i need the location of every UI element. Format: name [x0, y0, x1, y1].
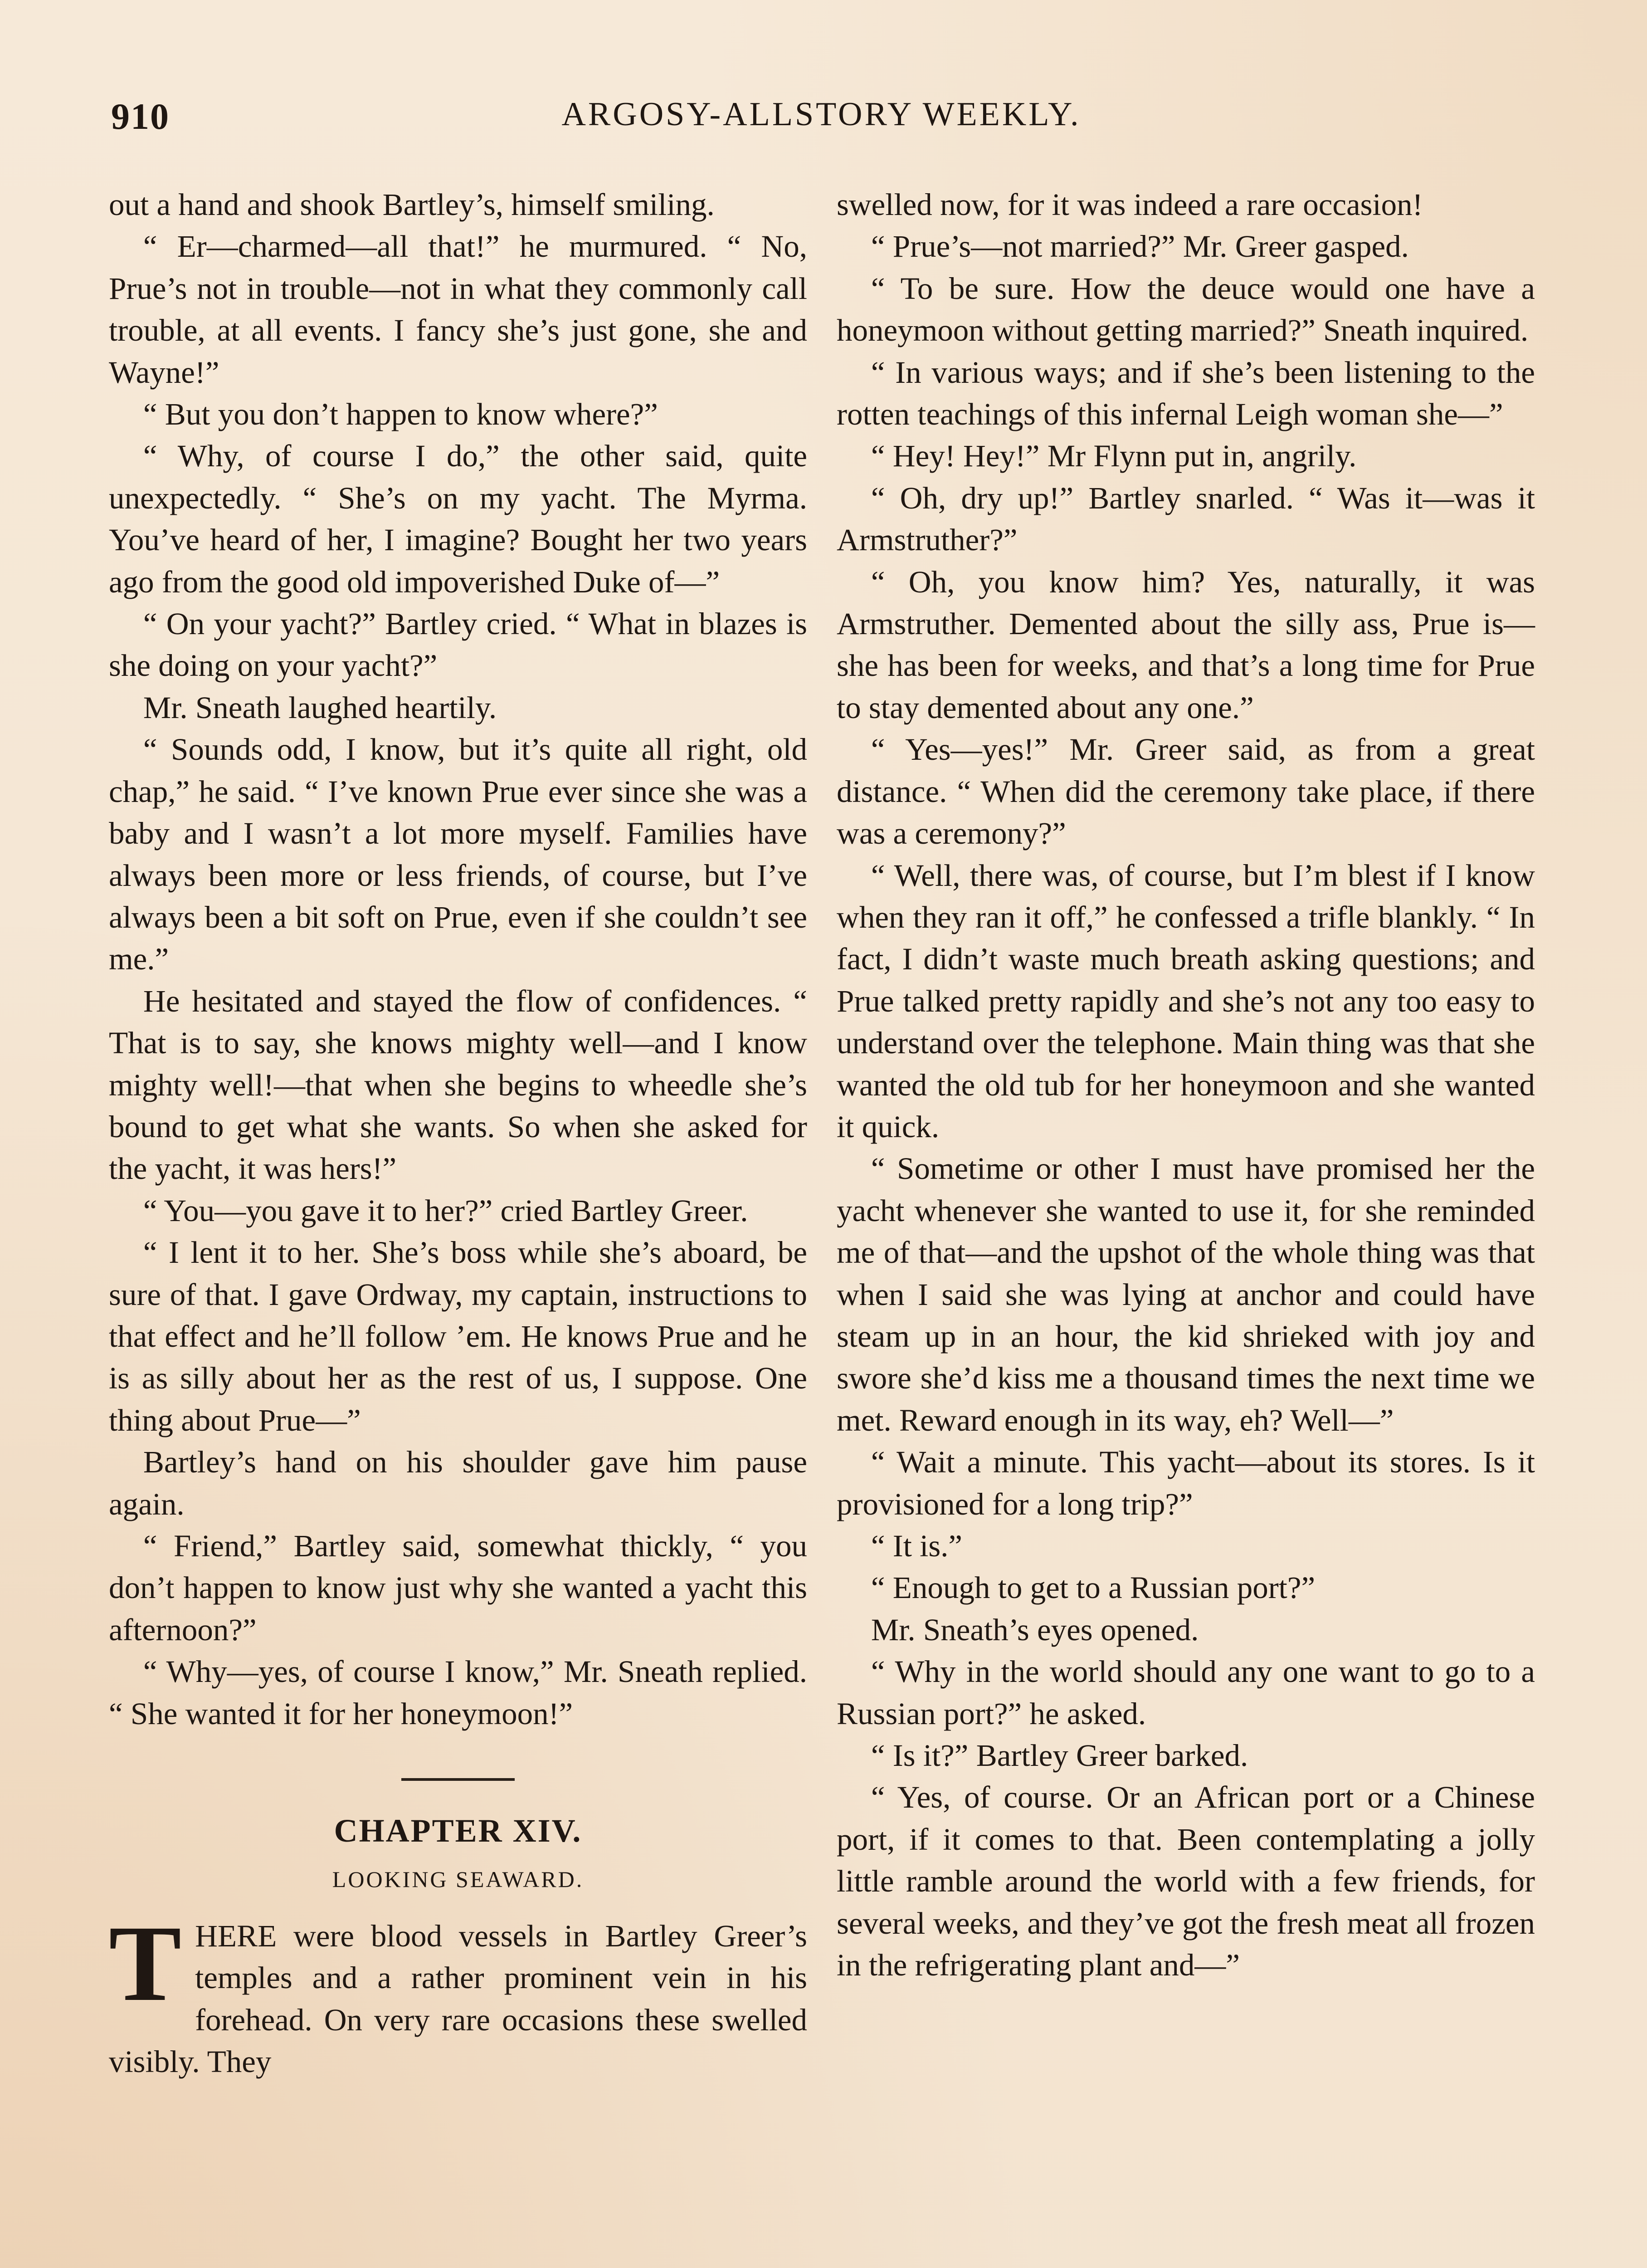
paragraph: “ Enough to get to a Russian port?”: [871, 1570, 1316, 1605]
paragraph: Bartley’s hand on his shoulder gave him pause again.: [109, 1445, 807, 1521]
paragraph: “ Oh, dry up!” Bartley snarled. “ Was it—was it Armstruther?”: [837, 480, 1535, 557]
paragraph: “ Wait a minute. This yacht—about its stores. Is it provisioned for a long trip?”: [837, 1445, 1535, 1521]
paragraph: “ Why, of course I do,” the other said, quite unexpectedly. “ She’s on my yacht. The Myrma. You’ve heard of her, I imagine? Bought her two years ago from the good old impoverished Duke of—”: [109, 439, 807, 599]
chapter-title: CHAPTER XIV.: [334, 1813, 582, 1849]
paragraph: “ Why—yes, of course I know,” Mr. Sneath replied. “ She wanted it for her honeymoon!”: [109, 1654, 807, 1731]
paragraph: out a hand and shook Bartley’s, himself smiling.: [109, 187, 715, 222]
paragraph: “ Yes, of course. Or an African port or a Chinese port, if it comes to that. Been contemplating a jolly little ramble around the world with a few friends, for several weeks, and they’ve got the fresh meat all frozen in the refrigerating plant and—”: [837, 1780, 1535, 1983]
opening-paragraph-text: HERE were blood vessels in Bartley Greer’s temples and a rather prominent vein in his forehead. On very rare occasions these swelled visibly. They: [109, 1919, 807, 2079]
section-divider: [401, 1778, 515, 1781]
paragraph: “ You—you gave it to her?” cried Bartley Greer.: [143, 1193, 748, 1228]
opening-paragraph: [109, 1903, 807, 2083]
paragraph: “ It is.”: [871, 1529, 963, 1563]
paragraph: “ I lent it to her. She’s boss while she’s aboard, be sure of that. I gave Ordway, my captain, instructions to that effect and he’ll follow ’em. He knows Prue and he is as silly about her as the rest of us, I suppose. One thing about Prue—”: [109, 1235, 807, 1437]
paragraph: “ Sometime or other I must have promised her the yacht whenever she wanted to use it, for she reminded me of that—and the upshot of the whole thing was that when I said she was lying at anchor and could have steam up in an hour, the kid shrieked with joy and swore she’d kiss me a thousand times the next time we met. Reward enough in its way, eh? Well—”: [837, 1151, 1535, 1437]
right-column: [837, 184, 1535, 1986]
paragraph: Mr. Sneath laughed heartily.: [143, 690, 497, 725]
paragraph: “ Is it?” Bartley Greer barked.: [871, 1738, 1248, 1773]
paragraph: “ In various ways; and if she’s been listening to the rotten teachings of this infernal Leigh woman she—”: [837, 355, 1535, 432]
page-number: 910: [111, 96, 170, 137]
left-column: [109, 184, 807, 2083]
paragraph: “ On your yacht?” Bartley cried. “ What in blazes is she doing on your yacht?”: [109, 606, 807, 683]
paragraph: “ Er—charmed—all that!” he murmured. “ No, Prue’s not in trouble—not in what they commonly call trouble, at all events. I fancy she’s just gone, she and Wayne!”: [109, 229, 807, 390]
paragraph: “ To be sure. How the deuce would one have a honeymoon without getting married?” Sneath inquired.: [837, 271, 1535, 348]
paragraph: swelled now, for it was indeed a rare occasion!: [837, 187, 1423, 222]
paragraph: He hesitated and stayed the flow of confidences. “ That is to say, she knows mighty well—and I know mighty well!—that when she begins to wheedle she’s bound to get what she wants. So when she asked for the yacht, it was hers!”: [109, 983, 807, 1186]
paragraph: “ Yes—yes!” Mr. Greer said, as from a great distance. “ When did the ceremony take place, if there was a ceremony?”: [837, 732, 1535, 851]
paragraph: “ Why in the world should any one want to go to a Russian port?” he asked.: [837, 1654, 1535, 1731]
paragraph: “ But you don’t happen to know where?”: [143, 397, 658, 432]
paragraph: “ Well, there was, of course, but I’m blest if I know when they ran it off,” he confessed a trifle blankly. “ In fact, I didn’t waste much breath asking questions; and Prue talked pretty rapidly and she’s not any too easy to understand over the telephone. Main thing was that she wanted the old tub for her honeymoon and she wanted it quick.: [837, 858, 1535, 1144]
running-title: ARGOSY-ALLSTORY WEEKLY.: [561, 96, 1081, 133]
paragraph: “ Sounds odd, I know, but it’s quite all right, old chap,” he said. “ I’ve known Prue ever since she was a baby and I wasn’t a lot more myself. Families have always been more or less friends, of course, but I’ve always been a bit soft on Prue, even if she couldn’t see me.”: [109, 732, 807, 977]
paragraph: “ Hey! Hey!” Mr Flynn put in, angrily.: [871, 439, 1357, 474]
drop-cap: T: [109, 1903, 182, 2024]
chapter-subtitle: LOOKING SEAWARD.: [332, 1867, 584, 1892]
paragraph: Mr. Sneath’s eyes opened.: [871, 1612, 1199, 1647]
paragraph: “ Prue’s—not married?” Mr. Greer gasped.: [871, 229, 1409, 264]
page-header: [111, 95, 1531, 150]
paragraph: “ Friend,” Bartley said, somewhat thickly, “ you don’t happen to know just why she wanted a yacht this afternoon?”: [109, 1529, 807, 1647]
paragraph: “ Oh, you know him? Yes, naturally, it was Armstruther. Demented about the silly ass, Prue is—she has been for weeks, and that’s a long time for Prue to stay demented about any one.”: [837, 564, 1535, 725]
